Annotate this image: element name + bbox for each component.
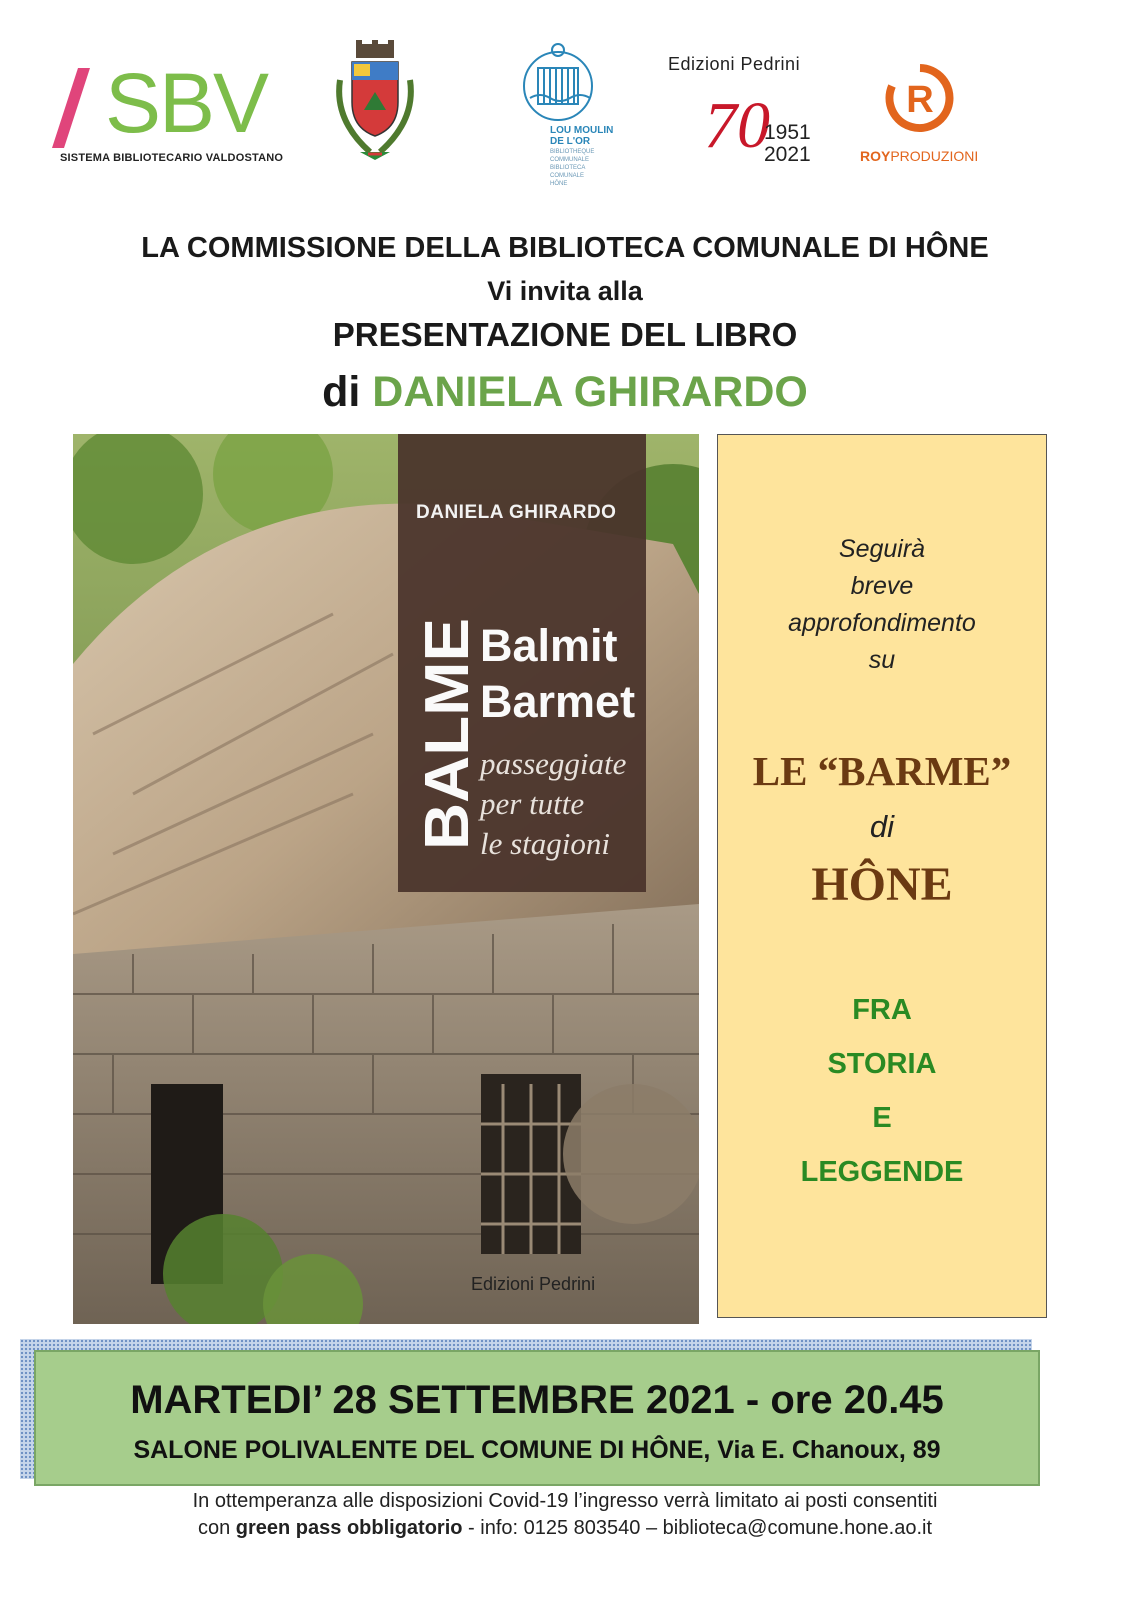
roy-name-rest: PRODUZIONI xyxy=(890,148,979,164)
contact-line xyxy=(0,1517,1130,1540)
mill-wheel-icon xyxy=(520,40,630,124)
cover-tagline xyxy=(480,744,626,864)
roy-produzioni-logo xyxy=(860,40,1010,190)
side-intro-1: Seguirà xyxy=(838,535,926,563)
sbv-letters: SBV xyxy=(105,56,268,150)
pedrini-years: 1951 2021 xyxy=(764,121,811,166)
roy-produzioni-text xyxy=(860,148,978,164)
side-sub-2: STORIA xyxy=(827,1048,937,1080)
presentation-heading: PRESENTAZIONE DEL LIBRO xyxy=(332,316,798,353)
cover-publisher: Edizioni Pedrini xyxy=(471,1274,596,1294)
cover-title-1: Balmit xyxy=(480,620,618,671)
side-info-box xyxy=(717,434,1047,1318)
cover-tagline-3: le stagioni xyxy=(480,826,611,861)
mulino-name: LOU MOULIN DE L'OR xyxy=(550,125,614,147)
side-sub-3: E xyxy=(872,1102,892,1134)
pedrini-seventy: 70 xyxy=(704,89,770,162)
event-date: MARTEDI’ 28 SETTEMBRE 2021 - ore 20.45 xyxy=(130,1378,944,1422)
side-subtitle xyxy=(718,983,1046,1199)
cover-vertical-title-text: BALME xyxy=(413,629,482,850)
side-intro-4: su xyxy=(868,646,896,674)
side-di: di xyxy=(869,809,895,844)
cover-author: DANIELA GHIRARDO xyxy=(416,502,617,523)
side-intro-2: breve xyxy=(850,572,914,600)
book-cover-image xyxy=(73,434,699,1324)
sbv-slash-mark xyxy=(52,68,90,148)
sbv-subtitle: SISTEMA BIBLIOTECARIO VALDOSTANO xyxy=(60,152,284,164)
mulino-small-text: BIBLIOTHEQUE COMMUNALE BIBLIOTECA COMUNALE HÔNE xyxy=(550,149,595,187)
crest-icon xyxy=(330,40,420,170)
svg-text:R: R xyxy=(906,79,934,121)
commission-heading: LA COMMISSIONE DELLA BIBLIOTECA COMUNALE DI HÔNE xyxy=(141,232,989,264)
cover-tagline-1: passeggiate xyxy=(480,746,627,781)
event-date-band xyxy=(34,1350,1040,1486)
pedrini-logo-text: Edizioni Pedrini xyxy=(668,54,801,74)
covid-notice: In ottemperanza alle disposizioni Covid-19 l’ingresso verrà limitato ai posti consentiti xyxy=(192,1490,938,1512)
side-sub-1: FRA xyxy=(852,994,912,1026)
cover-tagline-2: per tutte xyxy=(480,786,585,821)
roy-r-icon xyxy=(884,62,956,134)
author-prefix: di xyxy=(322,368,361,416)
roy-name-bold: ROY xyxy=(860,148,891,164)
side-intro-3: approfondimento xyxy=(788,609,976,637)
event-place: SALONE POLIVALENTE DEL COMUNE DI HÔNE, Via E. Chanoux, 89 xyxy=(133,1436,941,1464)
author-heading xyxy=(0,368,1130,417)
side-topic: LE “BARME” xyxy=(752,748,1012,794)
lou-moulin-logo xyxy=(520,40,630,190)
sbv-logo xyxy=(55,40,284,190)
side-sub-4: LEGGENDE xyxy=(800,1156,964,1188)
green-pass-notice: green pass obbligatorio xyxy=(235,1517,463,1539)
cover-title-2: Barmet xyxy=(480,676,636,727)
invite-line: Vi invita alla xyxy=(487,276,643,306)
author-name: DANIELA GHIRARDO xyxy=(372,368,808,416)
contact-prefix: con xyxy=(197,1517,231,1539)
municipal-crest-logo xyxy=(330,40,420,190)
cover-title-panel xyxy=(398,434,646,892)
pedrini-70-logo xyxy=(668,40,828,190)
side-intro xyxy=(718,531,1046,679)
contact-info: - info: 0125 803540 – biblioteca@comune.hone.ao.it xyxy=(468,1517,933,1539)
side-place: HÔNE xyxy=(811,858,953,911)
